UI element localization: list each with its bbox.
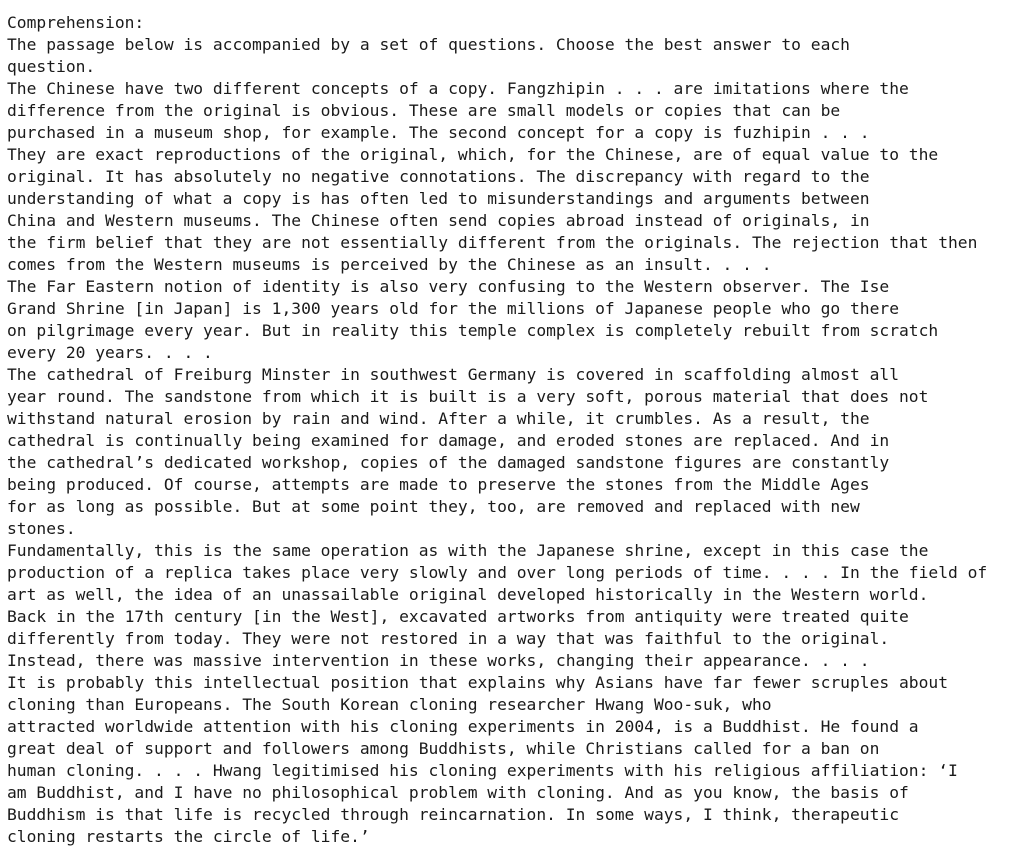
passage-line: Fundamentally, this is the same operation as with the Japanese shrine, except in this case the (7, 541, 929, 560)
passage-line: Back in the 17th century [in the West], excavated artworks from antiquity were treated quite (7, 607, 909, 626)
passage-line: The cathedral of Freiburg Minster in southwest Germany is covered in scaffolding almost all (7, 365, 899, 384)
passage-line: understanding of what a copy is has often led to misunderstandings and arguments between (7, 189, 870, 208)
passage-paragraph-3 (7, 364, 1017, 540)
comprehension-document (7, 12, 1017, 848)
passage-line: original. It has absolutely no negative connotations. The discrepancy with regard to the (7, 167, 870, 186)
passage-line: the cathedral’s dedicated workshop, copies of the damaged sandstone figures are constantly (7, 453, 890, 472)
passage-line: being produced. Of course, attempts are made to preserve the stones from the Middle Ages (7, 475, 870, 494)
passage-line: differently from today. They were not restored in a way that was faithful to the original. (7, 629, 890, 648)
passage-line: stones. (7, 519, 76, 538)
passage-line: purchased in a museum shop, for example. The second concept for a copy is fuzhipin . . . (7, 123, 870, 142)
passage-line: art as well, the idea of an unassailable original developed historically in the Western world. (7, 585, 929, 604)
passage-line: production of a replica takes place very slowly and over long periods of time. . . . In the field of (7, 563, 988, 582)
passage-line: withstand natural erosion by rain and wind. After a while, it crumbles. As a result, the (7, 409, 870, 428)
passage-line: China and Western museums. The Chinese often send copies abroad instead of originals, in (7, 211, 870, 230)
passage-line: the firm belief that they are not essentially different from the originals. The rejection that then (7, 233, 978, 252)
passage-paragraph-5 (7, 672, 1017, 848)
passage-line: on pilgrimage every year. But in reality this temple complex is completely rebuilt from scratch (7, 321, 939, 340)
passage-line: difference from the original is obvious. These are small models or copies that can be (7, 101, 841, 120)
passage-line: great deal of support and followers among Buddhists, while Christians called for a ban on (7, 739, 880, 758)
passage-line: cloning restarts the circle of life.’ (7, 827, 370, 846)
instructions-line: question. (7, 57, 96, 76)
passage-line: comes from the Western museums is perceived by the Chinese as an insult. . . . (7, 255, 772, 274)
passage-paragraph-4 (7, 540, 1017, 672)
passage-line: Grand Shrine [in Japan] is 1,300 years old for the millions of Japanese people who go there (7, 299, 899, 318)
passage-line: every 20 years. . . . (7, 343, 213, 362)
passage-line: It is probably this intellectual position that explains why Asians have far fewer scruples about (7, 673, 949, 692)
passage-line: am Buddhist, and I have no philosophical problem with cloning. And as you know, the basis of (7, 783, 909, 802)
passage-line: Buddhism is that life is recycled through reincarnation. In some ways, I think, therapeutic (7, 805, 899, 824)
passage-line: Instead, there was massive intervention in these works, changing their appearance. . . . (7, 651, 870, 670)
instructions-line: The passage below is accompanied by a set of questions. Choose the best answer to each (7, 35, 850, 54)
passage-paragraph-1 (7, 78, 1017, 276)
passage-paragraph-2 (7, 276, 1017, 364)
passage-line: The Chinese have two different concepts of a copy. Fangzhipin . . . are imitations where the (7, 79, 909, 98)
passage-line: for as long as possible. But at some point they, too, are removed and replaced with new (7, 497, 860, 516)
passage-line: cloning than Europeans. The South Korean cloning researcher Hwang Woo-suk, who (7, 695, 772, 714)
passage-line: The Far Eastern notion of identity is also very confusing to the Western observer. The Ise (7, 277, 890, 296)
section-heading: Comprehension: (7, 13, 145, 32)
passage-line: year round. The sandstone from which it is built is a very soft, porous material that does not (7, 387, 929, 406)
passage-line: cathedral is continually being examined for damage, and eroded stones are replaced. And in (7, 431, 890, 450)
passage-line: They are exact reproductions of the original, which, for the Chinese, are of equal value to the (7, 145, 939, 164)
instructions (7, 34, 1017, 78)
passage-line: attracted worldwide attention with his cloning experiments in 2004, is a Buddhist. He found a (7, 717, 919, 736)
passage-line: human cloning. . . . Hwang legitimised his cloning experiments with his religious affiliation: ‘I (7, 761, 958, 780)
